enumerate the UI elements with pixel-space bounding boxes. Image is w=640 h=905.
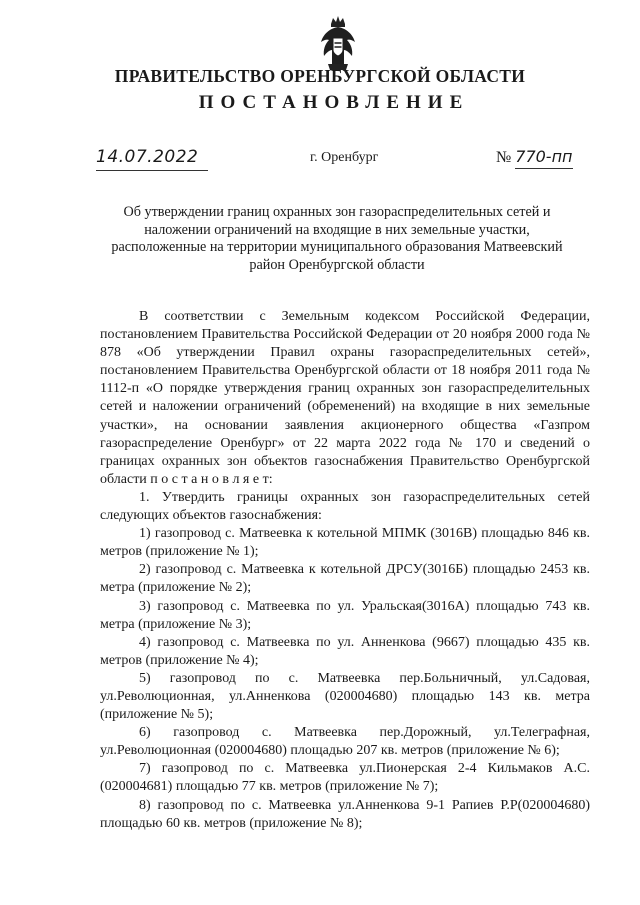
document-city: г. Оренбург [310, 150, 379, 165]
list-item: 2) газопровод с. Матвеевка к котельной ДРСУ(3016Б) площадью 2453 кв. метра (приложение № 2); [100, 562, 590, 596]
preamble-paragraph: В соответствии с Земельным кодексом Российской Федерации, постановлением Правительства Российской Федерации от 20 ноября 2000 года № 878 «Об утверждении Правил охраны газораспределительных сетей», постановлением Правительства Оренбургской области от 18 ноября 2011 года № 1112-п «О порядке утверждения границ охранных зон газораспределительных сетей и наложении ограничений (обременений) на входящие в них земельные участки», на основании заявления акционерного общества «Газпром газораспределение Оренбург» от 22 марта 2022 года № 170 и сведений о границах охранных зон объектов газоснабжения Правительство Оренбургской области п о с т а н о в л я е т: [100, 309, 590, 487]
list-item: 7) газопровод по с. Матвеевка ул.Пионерская 2-4 Кильмаков А.С. (020004681) площадью 77 кв. метров (приложение № 7); [100, 761, 590, 795]
number-prefix: № [496, 149, 512, 166]
coat-of-arms-emblem [318, 14, 358, 72]
document-number [496, 146, 588, 170]
document-type: ПОСТАНОВЛЕНИЕ [198, 92, 470, 113]
list-item: 6) газопровод с. Матвеевка пер.Дорожный, ул.Телеграфная, ул.Революционная (020004680) площадью 207 кв. метров (приложение № 6); [100, 725, 590, 759]
list-item: 1) газопровод с. Матвеевка к котельной МПМК (3016В) площадью 846 кв. метров (приложение № 1); [100, 526, 590, 560]
clause-1: 1. Утвердить границы охранных зон газораспределительных сетей следующих объектов газоснабжения: [100, 489, 590, 524]
document-body [100, 308, 590, 833]
list-item: 3) газопровод с. Матвеевка по ул. Уральская(3016А) площадью 743 кв. метра (приложение № 3); [100, 598, 590, 632]
list-item: 5) газопровод по с. Матвеевка пер.Больничный, ул.Садовая, ул.Революционная, ул.Анненкова (020004680) площадью 143 кв. метра (приложение № 5); [100, 670, 590, 723]
document-date: 14.07.2022 [96, 146, 208, 171]
organization-name: ПРАВИТЕЛЬСТВО ОРЕНБУРГСКОЙ ОБЛАСТИ [114, 66, 526, 86]
list-item: 8) газопровод по с. Матвеевка ул.Анненкова 9-1 Рапиев Р.Р(020004680) площадью 60 кв. метров (приложение № 8); [100, 797, 590, 831]
document-title: Об утверждении границ охранных зон газораспределительных сетей и наложении ограничений на входящие в них земельные участки, расположенные на территории муниципального образования Матвеевский район Оренбургской области [111, 204, 563, 273]
list-item: 4) газопровод с. Матвеевка по ул. Анненкова (9667) площадью 435 кв. метров (приложение № 4); [100, 634, 590, 668]
number-value: 770-пп [515, 146, 573, 169]
